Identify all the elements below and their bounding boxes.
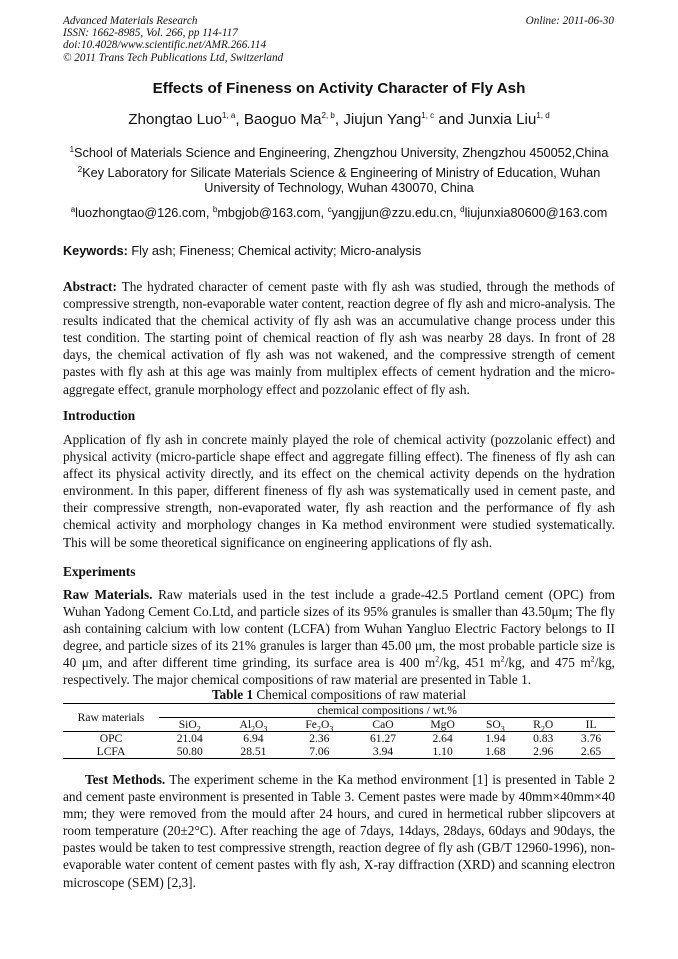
table-column-header: CaO [352, 718, 413, 732]
author-sep: and [434, 111, 468, 128]
keywords-label: Keywords: [63, 244, 128, 258]
journal-copyright: © 2011 Trans Tech Publications Ltd, Switzerland [63, 51, 284, 64]
unit-sup: 2 [590, 654, 595, 664]
table-group-header: chemical compositions / wt.% [159, 704, 615, 718]
email: luozhongtao@126.com [75, 206, 206, 220]
journal-doi: doi:10.4028/www.scientific.net/AMR.266.114 [63, 39, 267, 52]
table-cell: 2.65 [567, 745, 615, 759]
raw-materials-paragraph [63, 586, 615, 689]
email-list: $^a$luozhongtao@126.com, $^b$mbgjob@163.com, $^c$yangjjun@zzu.edu.cn, $^d$liujunxia80600@163.com [70, 204, 608, 220]
table-cell: 1.94 [471, 732, 519, 746]
table-row [63, 732, 615, 746]
author-name: Zhongtao Luo [128, 111, 223, 128]
raw-materials-text: /kg, 451 m [439, 655, 501, 671]
test-methods-text: The experiment scheme in the Ka method environment [1] is presented in Table 2 and cement paste environment is presented in Table 3. Cement pastes were made by 40mm×40mm×40 mm; they were removed from the mould after 24 hours, and cured in hermetical rubber slipcovers at room temperature (20±2°C). After reaching the age of 7days, 14days, 28days, 60days and 90days, the pastes would be taken to test compressive strength, reaction degree of fly ash (GB/T 12960-1996), non-evaporable water content of cement pastes with fly ash, X-ray diffraction (XRD) and scanning electron microscope (SEM) [2,3]. [63, 772, 615, 890]
abstract-text: The hydrated character of cement paste with fly ash was studied, through the methods of compressive strength, non-evaporable water content, reaction degree of fly ash and micro-analysis. The results indicated that the chemical activity of fly ash was an accumulative change process under this test condition. The starting point of chemical reaction of fly ash was nearby 28 days. In front of 28 days, the chemical activation of fly ash was not wakened, and the compressive strength of cement pastes with fly ash at this age was mainly from multiplex effects of cement hydration and the micro-aggregate effect, granule morphology effect and pozzolanic effect of fly ash. [63, 279, 615, 397]
table-row-name: OPC [63, 732, 159, 746]
journal-name: Advanced Materials Research [63, 15, 198, 27]
email-sup: d [460, 204, 465, 214]
raw-materials-text: /kg, respectively. The major chemical compositions of raw material are presented in Table 1. [63, 655, 615, 688]
table-cell: 1.10 [414, 745, 472, 759]
table-cell: 0.83 [519, 732, 567, 746]
author-list [0, 111, 678, 128]
table-row-name: LCFA [63, 745, 159, 759]
raw-materials-label: Raw Materials. [63, 587, 153, 602]
affiliation-text: School of Materials Science and Engineering, Zhengzhou University, Zhengzhou 450052,China [74, 146, 609, 160]
table-column-header: MgO [414, 718, 472, 732]
table-cell: 2.64 [414, 732, 472, 746]
table-row [63, 745, 615, 759]
keywords [63, 244, 421, 258]
table-cell: 21.04 [159, 732, 220, 746]
author-sup: 2, b [321, 110, 335, 120]
table-column-header: $SO_3$ [471, 718, 519, 732]
table-cell: 2.96 [519, 745, 567, 759]
email: mbgjob@163.com [217, 206, 321, 220]
author-sep: , [334, 111, 344, 128]
email-sup: c [327, 204, 332, 214]
table-caption [0, 687, 678, 703]
author-name: Baoguo Ma [243, 111, 322, 128]
abstract-label: Abstract: [63, 279, 117, 294]
author-name: Junxia Liu [467, 111, 537, 128]
table-cell: 1.68 [471, 745, 519, 759]
section-heading: Experiments [63, 564, 136, 579]
affiliation-sup: 1 [69, 144, 75, 154]
journal-issn: ISSN: 1662-8985, Vol. 266, pp 114-117 [63, 27, 238, 40]
affiliation-sup: 2 [77, 164, 83, 174]
author-sup: 1, d [536, 110, 550, 120]
composition-table [63, 703, 615, 759]
affiliation [60, 146, 618, 161]
raw-materials-text: Raw materials used in the test include a grade-42.5 Portland cement (OPC) from Wuhan Yadong Cement Co.Ltd, and particle sizes of its 95% granules is smaller than 43.50μm; The fly ash containing calcium with low content (LCFA) from Wuhan Yangluo Electric Factory belongs to II degree, and particle sizes of its 21% granules is larger than 45.00 μm, the most probable particle size is 40 μm, and after different time grinding, its surface area is 400 m [63, 587, 615, 671]
introduction-text: Application of fly ash in concrete mainly played the role of chemical activity (pozzolanic effect) and physical activity (micro-particle shape effect and aggregate filling effect). The fineness of fly ash can affect its physical activity directly, and its effect on the chemical activity depends on the hydration environment. In this paper, different fineness of fly ash was systematically used in cement paste, and their compressive strength, non-evaporated water, fly ash reaction and the performance of fly ash chemical activity and morphology changes in Ka method environment were studied systematically. This will be some theoretical significance on engineering applications of fly ash. [63, 432, 615, 550]
table-cell: 7.06 [286, 745, 352, 759]
table-rowhead: Raw materials [63, 704, 159, 732]
table-column-header: $R_2O$ [519, 718, 567, 732]
table-label: Table 1 [211, 687, 254, 702]
author-sup: 1, c [421, 110, 435, 120]
author-sup: 1, a [222, 110, 236, 120]
table-column-header: IL [567, 718, 615, 732]
author-sep: , [235, 111, 244, 128]
author-name: Jiujun Yang [343, 111, 422, 128]
affiliation-text: Key Laboratory for Silicate Materials Science & Engineering of Ministry of Education, Wuhan University of Technology, Wuhan 430070, China [82, 166, 601, 195]
table-cell: 6.94 [220, 732, 286, 746]
raw-materials-text: /kg, and 475 m [504, 655, 591, 671]
table-cell: 28.51 [220, 745, 286, 759]
table-cell: 61.27 [352, 732, 413, 746]
table-cell: 2.36 [286, 732, 352, 746]
unit-sup: 2 [500, 654, 505, 664]
table-cell: 3.94 [352, 745, 413, 759]
journal-meta [63, 15, 283, 64]
abstract [63, 278, 615, 398]
email: yangjjun@zzu.edu.cn [331, 206, 454, 220]
table-cell: 3.76 [567, 732, 615, 746]
table-column-header: SiO$_2$ [159, 718, 220, 732]
test-methods-label: Test Methods. [85, 772, 166, 787]
email: liujunxia80600@163.com [464, 206, 608, 220]
table-caption-text: Chemical compositions of raw material [256, 687, 467, 702]
table-cell: 50.80 [159, 745, 220, 759]
keywords-text: Fly ash; Fineness; Chemical activity; Micro-analysis [131, 244, 422, 258]
email-sup: b [212, 204, 218, 214]
table-column-header: $Fe_2O_3$ [286, 718, 352, 732]
paper-title: Effects of Fineness on Activity Character of Fly Ash [152, 80, 526, 97]
table-column-header: $Al_2O_3$ [220, 718, 286, 732]
section-heading: Introduction [63, 408, 136, 423]
test-methods-paragraph [63, 771, 615, 891]
unit-sup: 2 [435, 654, 440, 664]
online-date: Online: 2011-06-30 [525, 15, 614, 27]
email-sup: a [70, 204, 76, 214]
affiliation [60, 166, 618, 196]
